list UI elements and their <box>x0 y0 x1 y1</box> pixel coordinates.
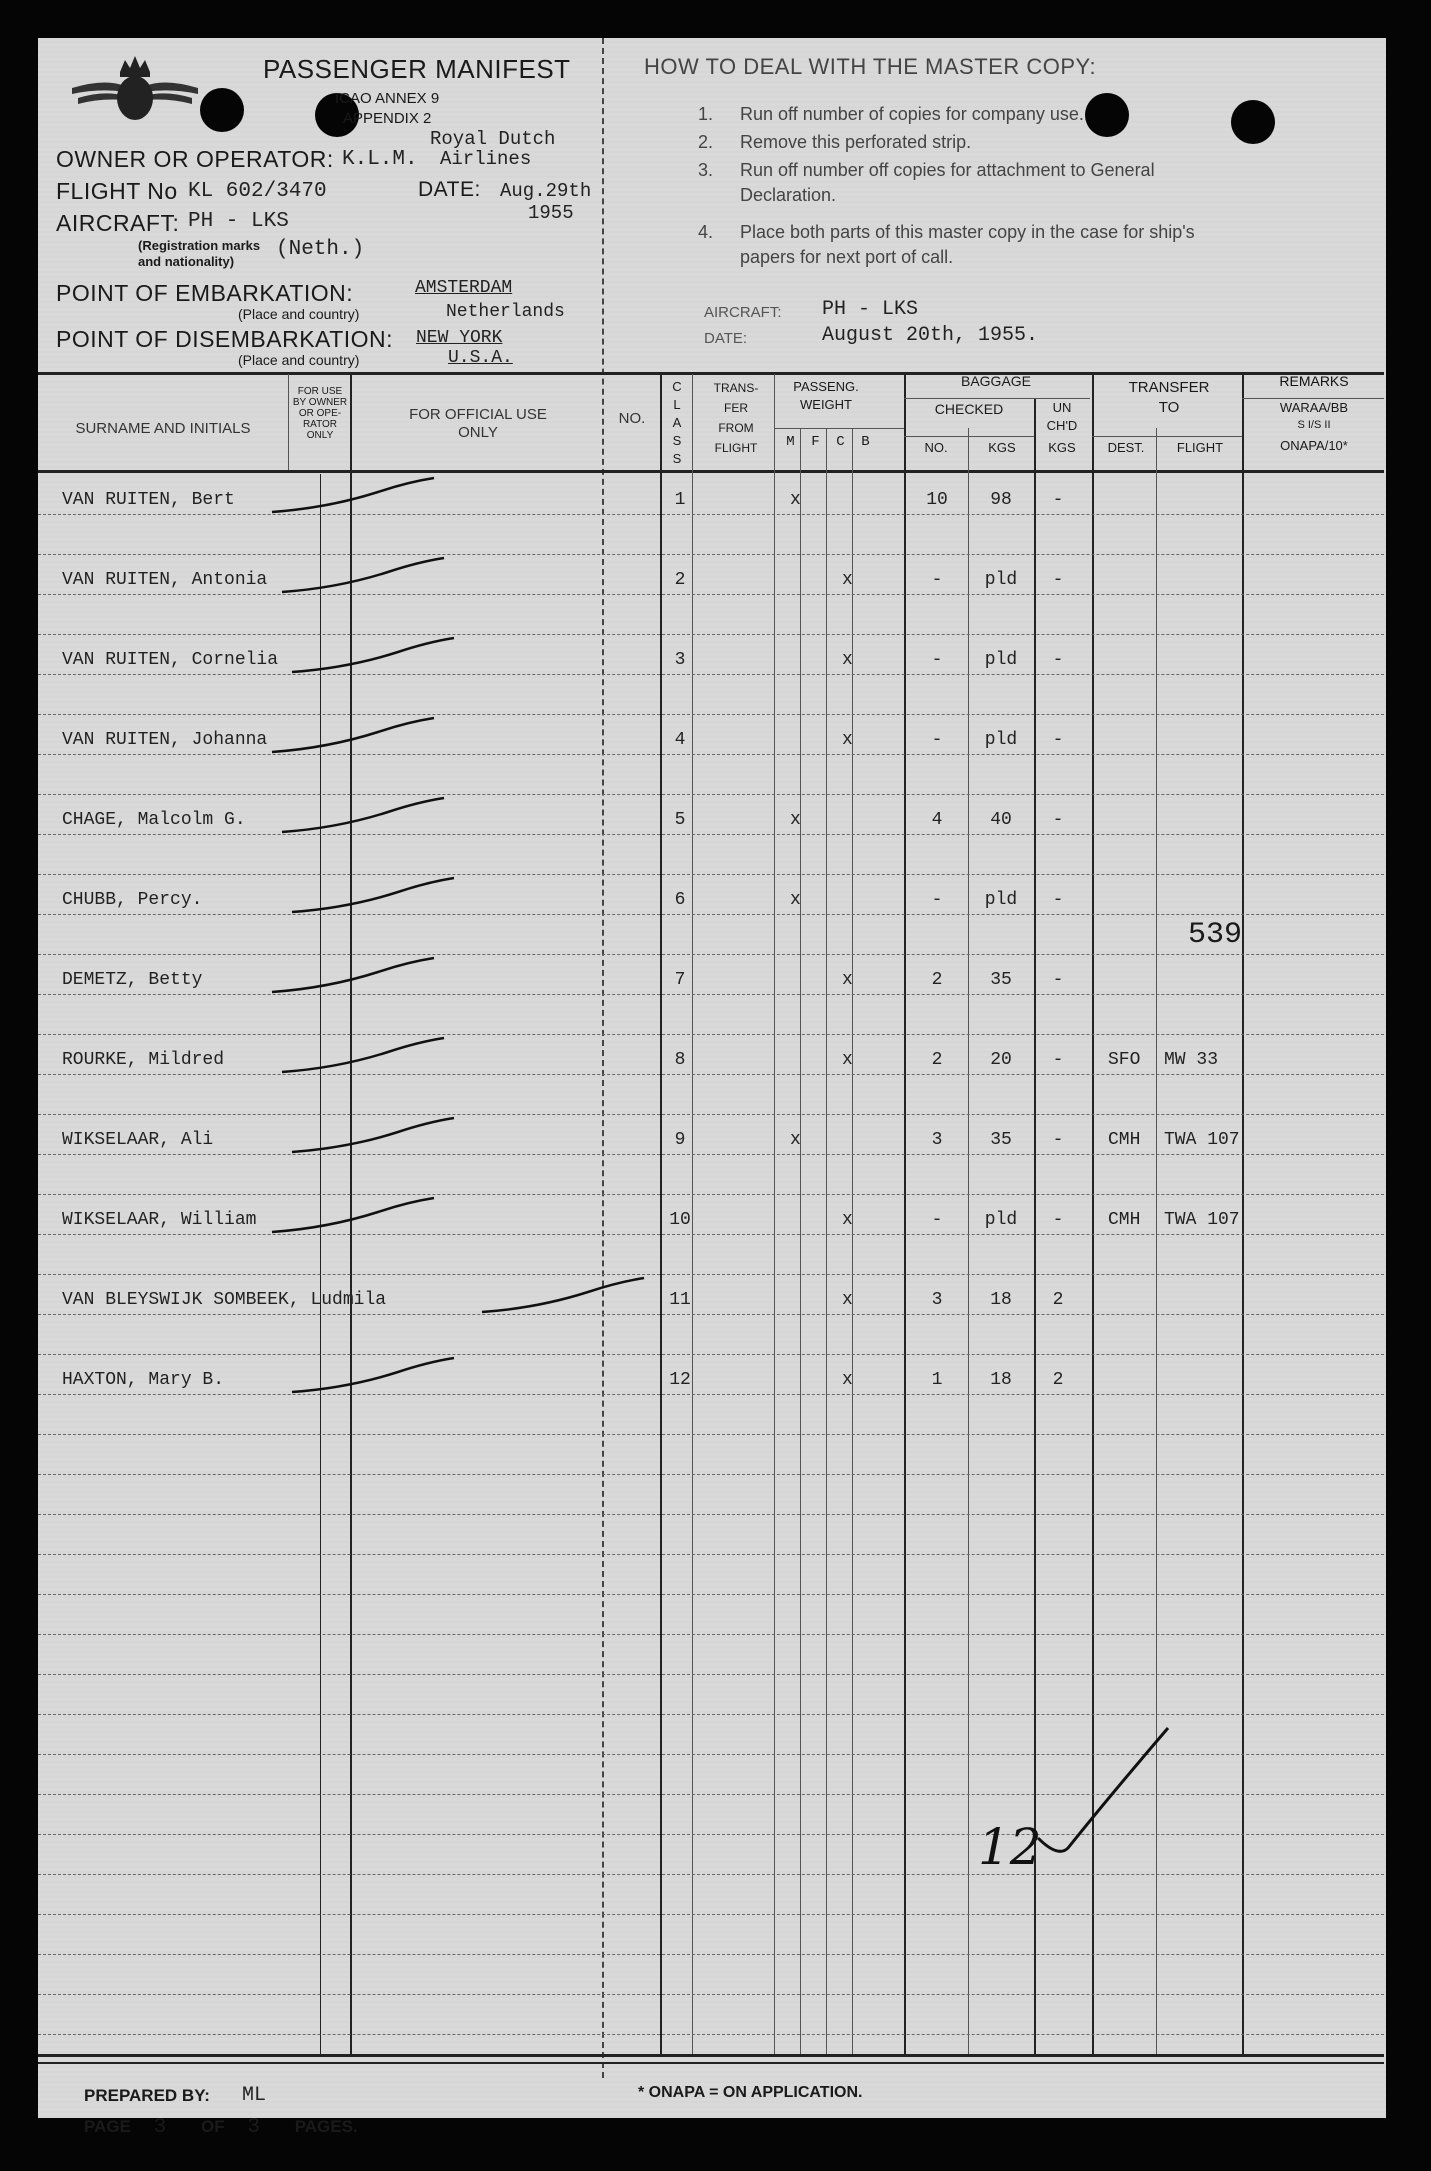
col-rule <box>800 428 801 2054</box>
row-separator <box>38 1034 1384 1035</box>
col-class: C L A S S <box>672 379 682 466</box>
date-label: DATE: <box>418 178 481 201</box>
date-year: 1955 <box>528 202 574 224</box>
weight-x-mark: x <box>790 490 801 510</box>
header-bottom-rule <box>38 470 1384 473</box>
col-rule <box>852 428 853 2054</box>
col-owner-use: FOR USE BY OWNER OR OPE-RATOR ONLY <box>292 386 348 441</box>
check-mark-icon <box>1028 1718 1188 1878</box>
punch-hole <box>1231 100 1275 144</box>
col-unchd-1: UN <box>1052 400 1072 415</box>
col-unchd-2: CH'D <box>1046 418 1078 433</box>
instruction-item: 2. Remove this perforated strip. <box>698 132 972 152</box>
passenger-no: 9 <box>674 1130 686 1150</box>
row-separator <box>38 1394 1384 1395</box>
col-remarks-sub2: S I/S II <box>1297 419 1331 431</box>
passenger-no: 11 <box>669 1290 691 1310</box>
signature-stroke <box>288 1354 458 1404</box>
row-separator <box>38 834 1384 835</box>
footer-top-rule-2 <box>38 2062 1384 2064</box>
instruction-item: Declaration. <box>740 185 837 205</box>
weight-x-mark: x <box>790 890 801 910</box>
row-separator <box>38 874 1384 875</box>
owner-label: OWNER OR OPERATOR: <box>56 146 334 172</box>
transfer-flight: MW 33 <box>1164 1050 1219 1070</box>
row-separator <box>38 1514 1384 1515</box>
row-separator <box>38 1234 1384 1235</box>
col-transfer-from-1: TRANS- <box>713 381 759 395</box>
col-transfer-to-1: TRANSFER <box>1128 379 1210 396</box>
baggage-unchecked: - <box>1052 890 1064 910</box>
row-separator <box>38 1594 1384 1595</box>
row-separator <box>38 1474 1384 1475</box>
signature-stroke <box>288 634 458 684</box>
instruction-item: 3. Run off number off copies for attachment to General <box>698 160 1155 180</box>
embark-value: AMSTERDAM <box>415 278 513 298</box>
col-pass-weight-1: PASSENG. <box>793 379 859 394</box>
header-sub-rule <box>904 436 1034 437</box>
col-transfer-from-2: FER <box>724 401 748 415</box>
col-official-use-2: ONLY <box>458 424 498 441</box>
col-transfer-to-2: TO <box>1158 399 1180 416</box>
footer-top-rule <box>38 2054 1384 2057</box>
passenger-name: CHUBB, Percy. <box>62 890 203 910</box>
owner-value: K.L.M. <box>342 148 418 171</box>
weight-x-mark: x <box>842 1050 853 1070</box>
col-bag-no: NO. <box>924 440 948 455</box>
signature-stroke <box>268 954 438 1004</box>
prepared-value: ML <box>242 2084 267 2107</box>
col-checked: CHECKED <box>934 401 1004 417</box>
signature-stroke <box>278 554 448 604</box>
prepared-label: PREPARED BY: <box>84 2086 210 2105</box>
instructions-list <box>698 100 1195 268</box>
col-flight: FLIGHT <box>1176 440 1224 455</box>
transfer-dest: CMH <box>1108 1130 1141 1150</box>
col-rule <box>660 374 662 2054</box>
baggage-count: - <box>931 570 943 590</box>
reg-note-2: and nationality) <box>138 254 235 269</box>
row-separator <box>38 1914 1384 1915</box>
disembark-label: POINT OF DISEMBARKATION: <box>56 326 394 352</box>
weight-x-mark: x <box>842 1210 853 1230</box>
row-separator <box>38 1314 1384 1315</box>
baggage-count: 4 <box>931 810 943 830</box>
header-sub-rule <box>1092 436 1242 437</box>
baggage-count: 1 <box>931 1370 943 1390</box>
col-rule <box>288 374 289 470</box>
onapa-note: * ONAPA = ON APPLICATION. <box>638 2084 863 2101</box>
embark-label: POINT OF EMBARKATION: <box>56 280 354 306</box>
transfer-dest: CMH <box>1108 1210 1141 1230</box>
disembark-sub: (Place and country) <box>238 352 360 368</box>
row-separator <box>38 2034 1384 2035</box>
col-rule <box>968 428 969 2054</box>
col-pass-weight-2: WEIGHT <box>800 397 852 412</box>
instruction-item: 1. Run off number of copies for company use. <box>698 104 1084 124</box>
row-separator <box>38 1554 1384 1555</box>
passenger-name: VAN BLEYSWIJK SOMBEEK, Ludmila <box>62 1290 387 1310</box>
header-sub-rule <box>774 428 904 429</box>
baggage-kgs: 98 <box>990 490 1012 510</box>
reg-note-1: (Registration marks <box>138 238 261 253</box>
passenger-no: 4 <box>674 730 686 750</box>
col-kgs: KGS <box>988 440 1016 455</box>
baggage-unchecked: - <box>1052 490 1064 510</box>
perforation-line <box>602 38 604 2078</box>
col-surname: SURNAME AND INITIALS <box>75 420 251 437</box>
row-separator <box>38 1434 1384 1435</box>
instr-aircraft-label: AIRCRAFT: <box>704 304 782 321</box>
header-sub-rule <box>904 398 1090 399</box>
passenger-no: 12 <box>669 1370 691 1390</box>
flight-value: KL 602/3470 <box>188 180 327 203</box>
row-separator <box>38 1074 1384 1075</box>
icao-appendix: APPENDIX 2 <box>343 110 432 127</box>
row-separator <box>38 794 1384 795</box>
baggage-unchecked: - <box>1052 810 1064 830</box>
passenger-name: VAN RUITEN, Antonia <box>62 570 268 590</box>
baggage-unchecked: 2 <box>1052 1370 1064 1390</box>
row-separator <box>38 994 1384 995</box>
col-remarks-sub1: WARAA/BB <box>1279 400 1349 415</box>
col-rule <box>774 374 775 2054</box>
weight-x-mark: x <box>790 1130 801 1150</box>
baggage-unchecked: - <box>1052 970 1064 990</box>
passenger-no: 10 <box>669 1210 691 1230</box>
row-separator <box>38 554 1384 555</box>
weight-x-mark: x <box>842 570 853 590</box>
baggage-kgs: pld <box>984 730 1018 750</box>
passenger-name: WIKSELAAR, William <box>62 1210 257 1230</box>
row-separator <box>38 1354 1384 1355</box>
passenger-name: ROURKE, Mildred <box>62 1050 225 1070</box>
baggage-unchecked: - <box>1052 570 1064 590</box>
baggage-kgs: 35 <box>990 1130 1012 1150</box>
baggage-unchecked: - <box>1052 730 1064 750</box>
baggage-unchecked: 2 <box>1052 1290 1064 1310</box>
row-separator <box>38 594 1384 595</box>
row-separator <box>38 514 1384 515</box>
instruction-item: papers for next port of call. <box>740 247 954 267</box>
page-info: PAGE 3 OF 3 PAGES. <box>84 2116 358 2139</box>
col-baggage: BAGGAGE <box>960 373 1032 389</box>
passenger-no: 5 <box>674 810 686 830</box>
signature-stroke <box>278 794 448 844</box>
instr-date-value: August 20th, 1955. <box>822 324 1039 347</box>
disembark-value: NEW YORK <box>416 328 503 348</box>
reg-nationality: (Neth.) <box>276 238 365 261</box>
signature-stroke <box>288 874 458 924</box>
weight-x-mark: x <box>842 730 853 750</box>
weight-x-mark: x <box>842 650 853 670</box>
row-separator <box>38 714 1384 715</box>
col-mfcb: M F C B <box>786 434 870 450</box>
baggage-count: - <box>931 650 943 670</box>
baggage-kgs: pld <box>984 570 1018 590</box>
baggage-kgs: 18 <box>990 1370 1012 1390</box>
baggage-kgs: 40 <box>990 810 1012 830</box>
signature-stroke <box>268 1194 438 1244</box>
handwritten-total: 12 <box>978 1818 1042 1876</box>
signature-stroke <box>278 1034 448 1084</box>
disembark-country: U.S.A. <box>448 348 513 368</box>
baggage-count: - <box>931 890 943 910</box>
baggage-unchecked: - <box>1052 1050 1064 1070</box>
row-separator <box>38 1114 1384 1115</box>
instructions-title: HOW TO DEAL WITH THE MASTER COPY: <box>644 54 1097 79</box>
passenger-name: VAN RUITEN, Johanna <box>62 730 268 750</box>
flight-label: FLIGHT No <box>56 178 178 204</box>
transfer-flight: TWA 107 <box>1164 1130 1240 1150</box>
instruction-item: 4. Place both parts of this master copy in the case for ship's <box>698 222 1195 242</box>
signature-stroke <box>478 1274 648 1324</box>
passenger-name: HAXTON, Mary B. <box>62 1370 225 1390</box>
manifest-title: PASSENGER MANIFEST <box>263 54 571 84</box>
embark-country: Netherlands <box>446 302 565 322</box>
row-separator <box>38 674 1384 675</box>
baggage-unchecked: - <box>1052 1130 1064 1150</box>
owner-value-line1: Royal Dutch <box>430 128 556 150</box>
passenger-name: VAN RUITEN, Bert <box>62 490 235 510</box>
passenger-name: CHAGE, Malcolm G. <box>62 810 246 830</box>
row-separator <box>38 1714 1384 1715</box>
baggage-count: 3 <box>931 1130 943 1150</box>
passenger-no: 1 <box>674 490 686 510</box>
embark-sub: (Place and country) <box>238 306 360 322</box>
signature-stroke <box>288 1114 458 1164</box>
weight-x-mark: x <box>842 1290 853 1310</box>
aircraft-value: PH - LKS <box>188 210 289 233</box>
baggage-kgs: pld <box>984 650 1018 670</box>
baggage-kgs: pld <box>984 1210 1018 1230</box>
row-separator <box>38 634 1384 635</box>
signature-stroke <box>268 714 438 764</box>
weight-x-mark: x <box>842 970 853 990</box>
passenger-no: 2 <box>674 570 686 590</box>
passenger-no: 7 <box>674 970 686 990</box>
baggage-unchecked: - <box>1052 1210 1064 1230</box>
baggage-count: - <box>931 730 943 750</box>
passenger-no: 3 <box>674 650 686 670</box>
signature-stroke <box>268 474 438 524</box>
punch-hole <box>200 88 244 132</box>
col-rule <box>904 374 906 2054</box>
baggage-kgs: 20 <box>990 1050 1012 1070</box>
baggage-count: - <box>931 1210 943 1230</box>
aircraft-label: AIRCRAFT: <box>56 210 180 236</box>
row-separator <box>38 1154 1384 1155</box>
row-separator <box>38 1194 1384 1195</box>
klm-crown-logo-icon <box>70 50 200 130</box>
row-separator <box>38 1954 1384 1955</box>
col-rule <box>320 474 321 2054</box>
col-rule <box>1242 374 1244 2054</box>
baggage-kgs: 18 <box>990 1290 1012 1310</box>
baggage-count: 3 <box>931 1290 943 1310</box>
row-separator <box>38 914 1384 915</box>
passenger-no: 6 <box>674 890 686 910</box>
baggage-kgs: pld <box>984 890 1018 910</box>
baggage-count: 2 <box>931 970 943 990</box>
col-rule <box>826 428 827 2054</box>
baggage-count: 10 <box>926 490 948 510</box>
transfer-flight: TWA 107 <box>1164 1210 1240 1230</box>
passenger-name: WIKSELAAR, Ali <box>62 1130 214 1150</box>
row-separator <box>38 754 1384 755</box>
table-top-rule <box>38 372 1384 375</box>
owner-value-line2: Airlines <box>440 148 532 170</box>
col-dest: DEST. <box>1107 440 1145 455</box>
instr-aircraft-value: PH - LKS <box>822 298 919 321</box>
row-separator <box>38 1634 1384 1635</box>
passenger-no: 8 <box>674 1050 686 1070</box>
col-kgs-unchd: KGS <box>1048 440 1076 455</box>
passenger-name: DEMETZ, Betty <box>62 970 203 990</box>
baggage-kgs: 35 <box>990 970 1012 990</box>
row-separator <box>38 1994 1384 1995</box>
row-separator <box>38 1274 1384 1275</box>
row-separator <box>38 954 1384 955</box>
row-separator <box>38 1674 1384 1675</box>
col-official-use-1: FOR OFFICIAL USE <box>409 406 547 423</box>
weight-x-mark: x <box>790 810 801 830</box>
col-remarks: REMARKS <box>1279 373 1349 389</box>
transfer-dest: SFO <box>1108 1050 1141 1070</box>
manifest-sheet <box>38 38 1386 2139</box>
weight-x-mark: x <box>842 1370 853 1390</box>
baggage-unchecked: - <box>1052 650 1064 670</box>
col-transfer-from-4: FLIGHT <box>714 441 758 455</box>
date-value: Aug.29th <box>500 180 592 202</box>
instr-date-label: DATE: <box>704 330 748 347</box>
col-remarks-sub3: ONAPA/10* <box>1280 438 1348 453</box>
baggage-count: 2 <box>931 1050 943 1070</box>
passenger-name: VAN RUITEN, Cornelia <box>62 650 279 670</box>
col-no: NO. <box>618 410 646 427</box>
col-transfer-from-3: FROM <box>718 421 754 435</box>
icao-annex: ICAO ANNEX 9 <box>335 90 440 107</box>
stamp-number: 539 <box>1188 918 1243 952</box>
header-sub-rule <box>1242 398 1384 399</box>
